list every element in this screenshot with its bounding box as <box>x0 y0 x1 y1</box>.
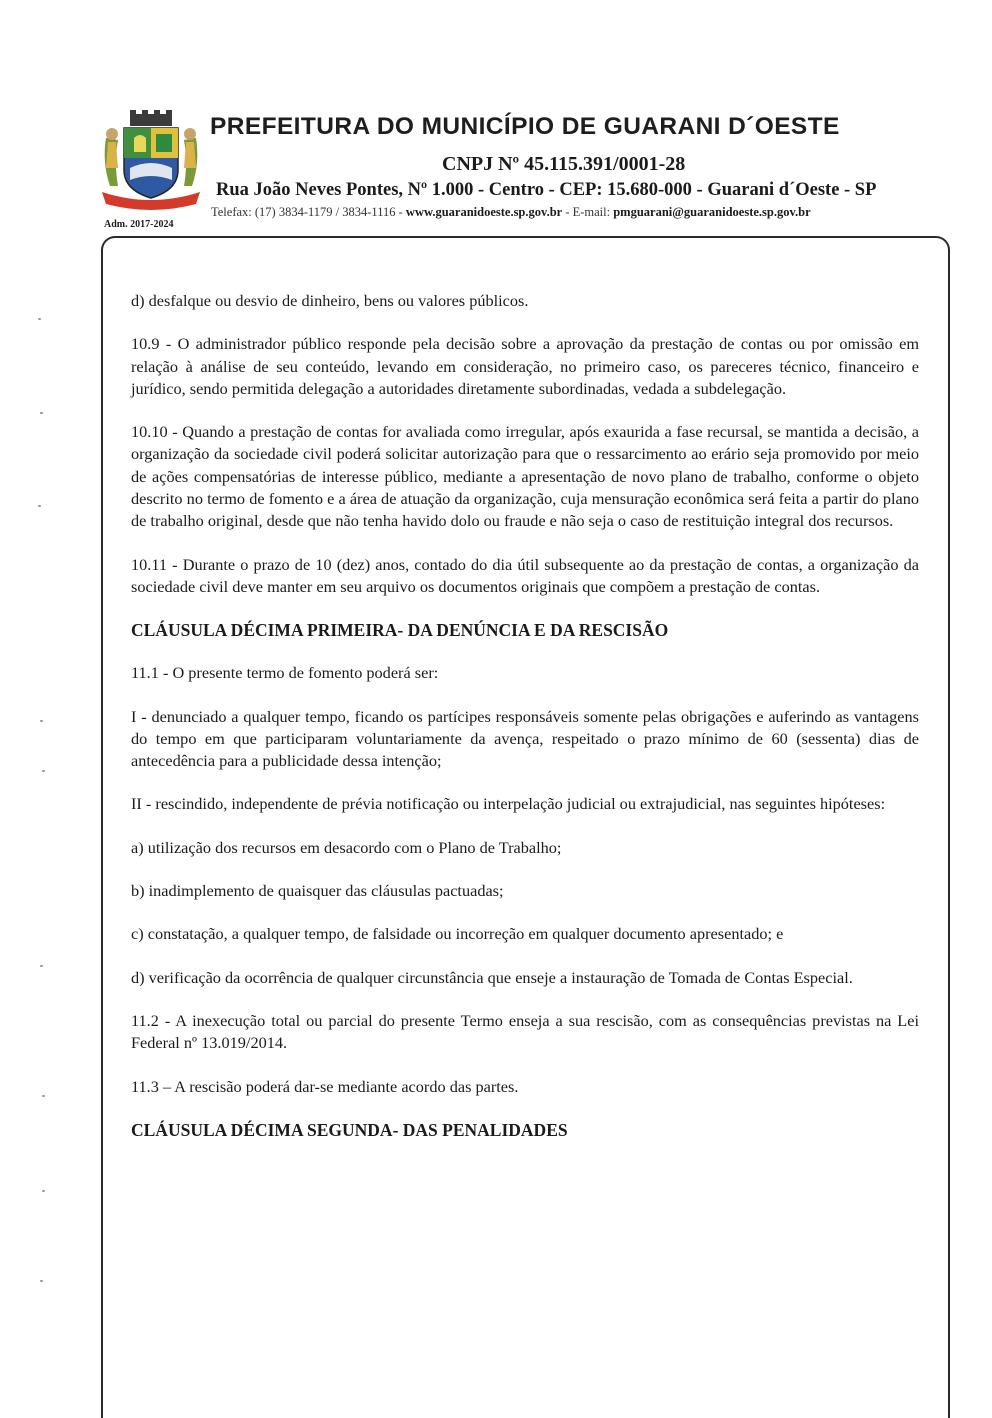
administration-period: Adm. 2017-2024 <box>104 219 174 230</box>
clause-11-2: 11.2 - A inexecução total ou parcial do presente Termo enseja a sua rescisão, com as consequências previstas na Lei Federal nº 13.019/2014. <box>131 1010 919 1053</box>
clause-11-3: 11.3 – A rescisão poderá dar-se mediante acordo das partes. <box>131 1076 519 1096</box>
website-link[interactable]: www.guaranidoeste.sp.gov.br <box>405 205 563 219</box>
item-c: c) constatação, a qualquer tempo, de falsidade ou incorreção em qualquer documento apresentado; e <box>131 924 784 944</box>
document-body <box>131 290 919 1162</box>
item-II-rescinded: II - rescindido, independente de prévia notificação ou interpelação judicial ou extrajudicial, nas seguintes hipóteses: <box>131 794 886 814</box>
clause-10-9: 10.9 - O administrador público responde pela decisão sobre a aprovação da prestação de contas ou por omissão em relação à análise de seu conteúdo, levando em consideração, no primeiro caso, os pareceres técnico, financeiro e jurídico, sendo permitida delegação a autoridades diretamente subordinadas, vedada a subdelegação. <box>131 334 919 398</box>
heading-clause-12: CLÁUSULA DÉCIMA SEGUNDA- DAS PENALIDADES <box>131 1119 568 1140</box>
cnpj-number: CNPJ Nº 45.115.391/0001-28 <box>442 153 686 175</box>
address-line: Rua João Neves Pontes, Nº 1.000 - Centro - CEP: 15.680-000 - Guarani d´Oeste - SP <box>216 180 877 200</box>
contact-line <box>211 205 811 220</box>
email-label: - E-mail: <box>562 205 614 219</box>
item-d-special-accounts: d) verificação da ocorrência de qualquer circunstância que enseje a instauração de Tomada de Contas Especial. <box>131 967 853 987</box>
item-d-embezzlement: d) desfalque ou desvio de dinheiro, bens ou valores públicos. <box>131 291 529 310</box>
municipal-crest-icon <box>100 108 202 214</box>
clause-10-10: 10.10 - Quando a prestação de contas for avaliada como irregular, após exaurida a fase recursal, se mantida a decisão, a organização da sociedade civil poderá solicitar autorização para que o ressarcimento ao erário seja promovido por meio de ações compensatórias de interesse público, mediante a apresentação de novo plano de trabalho, conforme o objeto descrito no termo de fomento e a área de atuação da organização, cuja mensuração econômica será feita a partir do plano de trabalho original, desde que não tenha havido dolo ou fraude e não seja o caso de restituição integral dos recursos. <box>131 422 919 531</box>
item-b: b) inadimplemento de quaisquer das cláusulas pactuadas; <box>131 881 504 901</box>
clause-10-11: 10.11 - Durante o prazo de 10 (dez) anos, contado do dia útil subsequente ao da prestação de contas, a organização da sociedade civil deve manter em seu arquivo os documentos originais que compõem a prestação de contas. <box>131 554 919 596</box>
letterhead <box>0 0 992 240</box>
email-link[interactable]: pmguarani@guaranidoeste.sp.gov.br <box>613 205 811 219</box>
phone-numbers: Telefax: (17) 3834-1179 / 3834-1116 - <box>211 205 406 219</box>
heading-clause-11: CLÁUSULA DÉCIMA PRIMEIRA- DA DENÚNCIA E DA RESCISÃO <box>131 620 669 641</box>
municipality-title: PREFEITURA DO MUNICÍPIO DE GUARANI D´OESTE <box>210 113 840 140</box>
item-I-denounced: I - denunciado a qualquer tempo, ficando os partícipes responsáveis somente pelas obrigações e auferindo as vantagens do tempo em que participaram voluntariamente da avença, respeitado o prazo mínimo de 60 (sessenta) dias de antecedência para a publicidade dessa intenção; <box>131 706 919 771</box>
item-a: a) utilização dos recursos em desacordo com o Plano de Trabalho; <box>131 837 562 857</box>
clause-11-1: 11.1 - O presente termo de fomento poderá ser: <box>131 663 439 683</box>
